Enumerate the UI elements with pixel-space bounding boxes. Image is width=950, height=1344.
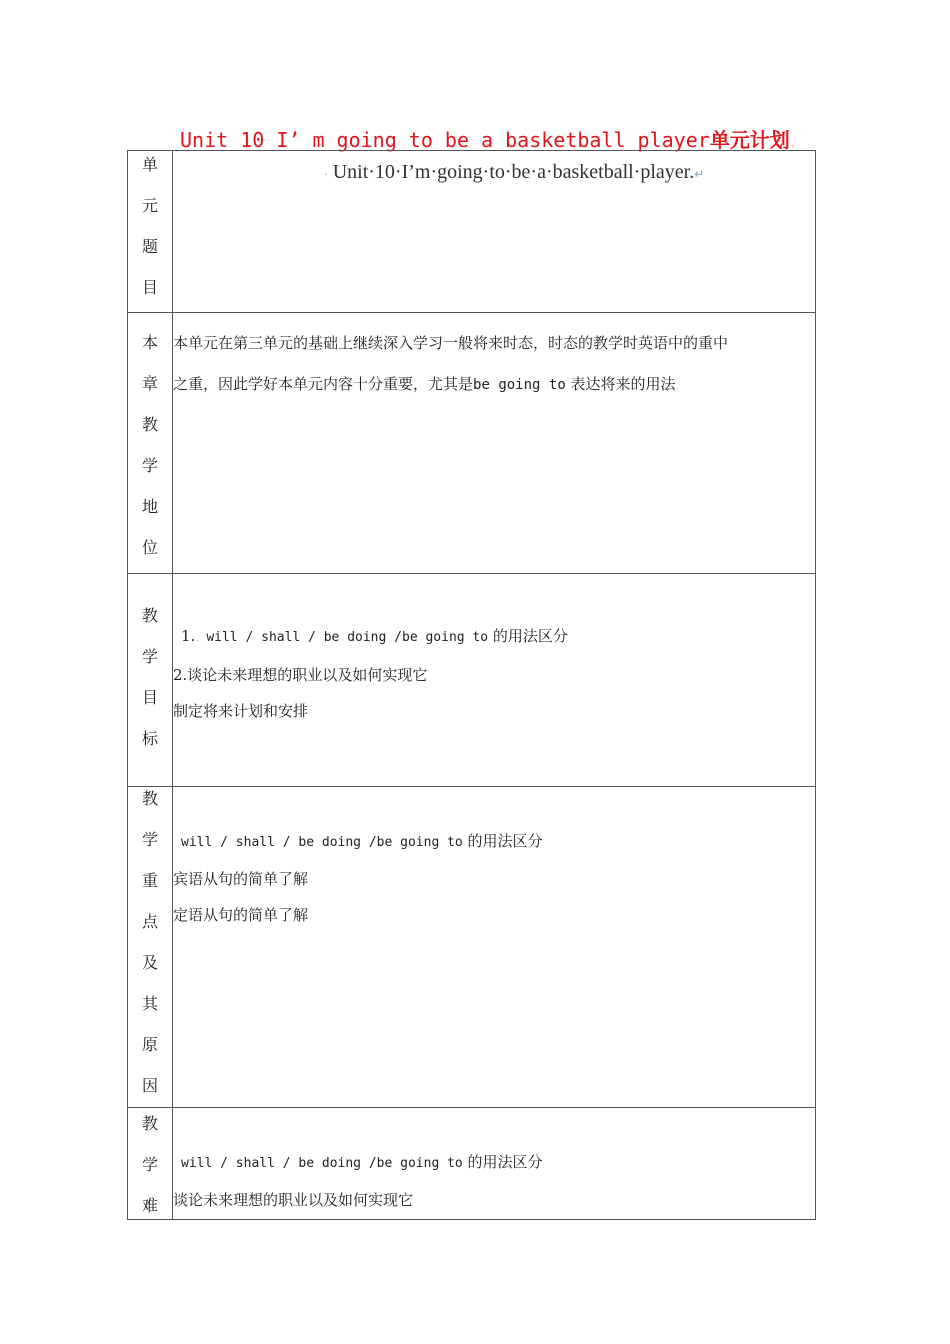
row-label-unit-topic (128, 151, 173, 313)
label-char: 学 (141, 647, 158, 666)
label-char: 地 (141, 497, 158, 516)
title-chinese: 单元计划 (709, 128, 790, 152)
label-char: 位 (141, 538, 158, 557)
cell-difficulties (173, 1108, 816, 1220)
label-char: 题 (141, 237, 158, 256)
label-char: 其 (141, 994, 158, 1013)
label-char: 单 (141, 155, 158, 174)
key-point-line-2: 宾语从句的简单了解 (173, 870, 309, 888)
key-point-line-3: 定语从句的简单了解 (173, 906, 309, 924)
cell-chapter-position (173, 313, 816, 574)
cell-unit-topic (173, 151, 816, 313)
label-char: 学 (141, 1155, 158, 1174)
unit-plan-table (127, 150, 816, 1220)
label-char: 本 (141, 333, 158, 352)
goal-line-2: 2.谈论未来理想的职业以及如何实现它 (173, 666, 428, 684)
row-chapter-position (128, 313, 816, 574)
cell-key-points (173, 787, 816, 1108)
row-label-key-points (128, 787, 173, 1108)
title-english: Unit 10 I’ m going to be a basketball player (180, 128, 710, 152)
label-char: 教 (141, 789, 158, 808)
row-label-teaching-goals (128, 574, 173, 787)
difficulty-line-1: will / shall / be doing /be going to 的用法区分 (181, 1153, 543, 1171)
goal-line-3: 制定将来计划和安排 (173, 702, 309, 720)
label-char: 元 (141, 196, 158, 215)
row-teaching-goals (128, 574, 816, 787)
label-char: 学 (141, 456, 158, 475)
document-title (180, 124, 796, 153)
label-char: 标 (141, 729, 158, 748)
label-char: 因 (141, 1076, 158, 1095)
label-char: 教 (141, 415, 158, 434)
label-char: 难 (141, 1196, 158, 1215)
row-difficulties (128, 1108, 816, 1220)
unit-topic-title: Unit·10·I’m·going·to·be·a·basketball·player. (332, 161, 695, 183)
label-char: 教 (141, 1114, 158, 1133)
title-mark: . (789, 139, 796, 150)
difficulty-line-2: 谈论未来理想的职业以及如何实现它 (173, 1191, 414, 1209)
label-char: 教 (141, 606, 158, 625)
format-dot: · (323, 167, 328, 181)
label-char: 重 (141, 871, 158, 890)
label-char: 及 (141, 953, 158, 972)
label-char: 目 (141, 688, 158, 707)
paragraph-line: 之重，因此学好本单元内容十分重要，尤其是be going to 表达将来的用法 (173, 375, 676, 393)
key-point-line-1: will / shall / be doing /be going to 的用法区分 (181, 832, 543, 850)
unit-topic-text (213, 161, 815, 184)
label-char: 原 (141, 1035, 158, 1054)
goal-line-1: 1.. will / shall / be doing /be going to 的用法区分 (181, 627, 568, 645)
row-label-chapter-position (128, 313, 173, 574)
paragraph-mark-icon: ↵ (694, 167, 705, 181)
row-label-difficulties (128, 1108, 173, 1220)
label-char: 点 (141, 912, 158, 931)
paragraph-line: 本单元在第三单元的基础上继续深入学习一般将来时态，时态的教学时英语中的重中 (173, 334, 729, 352)
label-char: 目 (141, 278, 158, 297)
row-key-points (128, 787, 816, 1108)
label-char: 章 (141, 374, 158, 393)
cell-teaching-goals (173, 574, 816, 787)
chapter-position-paragraph (173, 313, 815, 406)
row-unit-topic (128, 151, 816, 313)
label-char: 学 (141, 830, 158, 849)
